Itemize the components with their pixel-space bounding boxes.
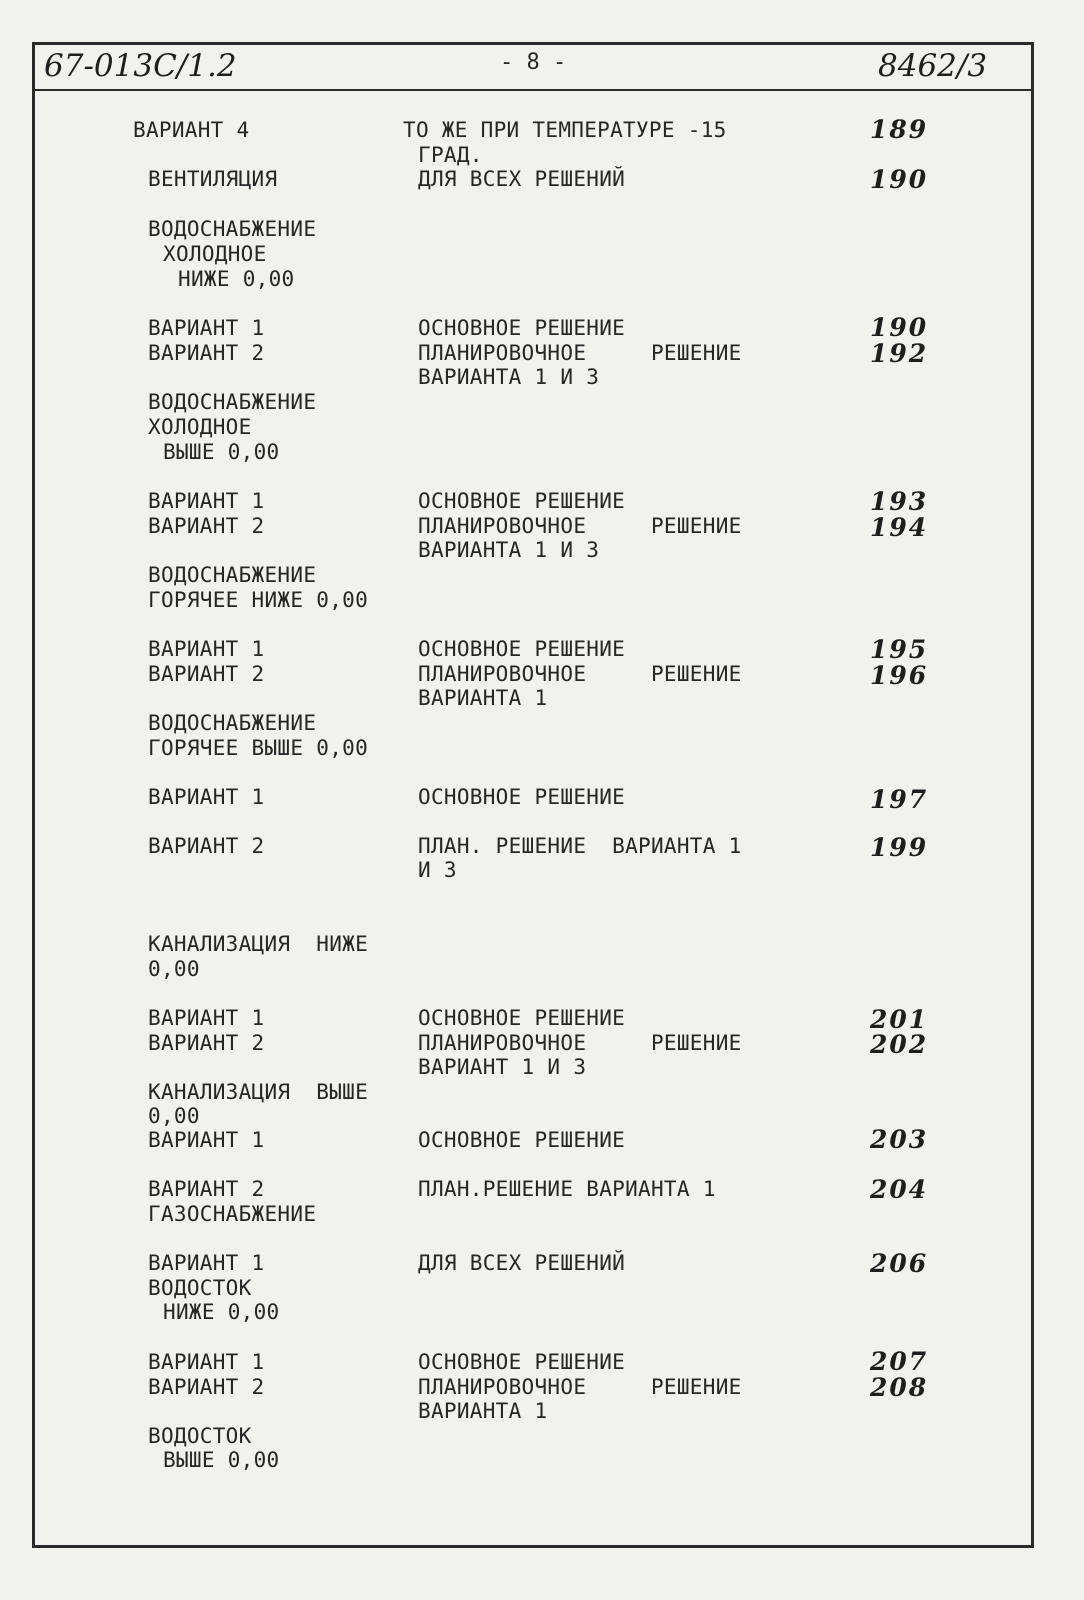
page-reference: 208 bbox=[870, 1373, 929, 1402]
entry-text: КАНАЛИЗАЦИЯ ВЫШЕ bbox=[148, 1080, 369, 1104]
header-divider bbox=[32, 89, 1034, 91]
entry-text: ВОДОСНАБЖЕНИЕ bbox=[148, 563, 317, 587]
page-reference: 196 bbox=[870, 661, 929, 690]
entry-text: ВОДОСНАБЖЕНИЕ bbox=[148, 390, 317, 414]
entry-text: ВАРИАНТА 1 bbox=[418, 686, 548, 710]
entry-text: ВАРИАНТА 1 И 3 bbox=[418, 365, 600, 389]
page-reference: 203 bbox=[870, 1125, 929, 1154]
entry-text: ОСНОВНОЕ РЕШЕНИЕ bbox=[418, 1128, 626, 1152]
page-reference: 204 bbox=[870, 1175, 929, 1204]
entry-text: ХОЛОДНОЕ bbox=[163, 242, 267, 266]
entry-text: ВАРИАНТ 1 bbox=[148, 489, 265, 513]
entry-text: ПЛАНИРОВОЧНОЕ РЕШЕНИЕ bbox=[418, 662, 742, 686]
entry-text: ВАРИАНТ 1 bbox=[148, 785, 265, 809]
entry-text: ВАРИАНТ 2 bbox=[148, 1375, 265, 1399]
entry-text: ВАРИАНТ 4 bbox=[133, 118, 250, 142]
entry-text: ВАРИАНТ 1 bbox=[148, 1128, 265, 1152]
entry-text: КАНАЛИЗАЦИЯ НИЖЕ bbox=[148, 932, 369, 956]
page-reference: 192 bbox=[870, 339, 929, 368]
page-reference: 194 bbox=[870, 513, 929, 542]
entry-text: 0,00 bbox=[148, 1104, 200, 1128]
entry-text: НИЖЕ 0,00 bbox=[178, 267, 295, 291]
entry-text: ОСНОВНОЕ РЕШЕНИЕ bbox=[418, 1350, 626, 1374]
entry-text: ВАРИАНТ 2 bbox=[148, 1177, 265, 1201]
entry-text: ВАРИАНТ 1 bbox=[148, 316, 265, 340]
entry-text: ОСНОВНОЕ РЕШЕНИЕ bbox=[418, 785, 626, 809]
page-reference: 199 bbox=[870, 833, 929, 862]
entry-text: ВАРИАНТ 2 bbox=[148, 514, 265, 538]
entry-text: ГОРЯЧЕЕ ВЫШЕ 0,00 bbox=[148, 736, 369, 760]
entry-text: ВОДОСТОК bbox=[148, 1424, 252, 1448]
entry-text: ДЛЯ ВСЕХ РЕШЕНИЙ bbox=[418, 1251, 626, 1275]
entry-text: ГРАД. bbox=[418, 143, 483, 167]
entry-text: ГАЗОСНАБЖЕНИЕ bbox=[148, 1202, 317, 1226]
entry-text: ВЫШЕ 0,00 bbox=[163, 440, 280, 464]
entry-text: 0,00 bbox=[148, 957, 200, 981]
entry-text: ДЛЯ ВСЕХ РЕШЕНИЙ bbox=[418, 167, 626, 191]
entry-text: ВАРИАНТ 1 И 3 bbox=[418, 1055, 587, 1079]
entry-text: ВАРИАНТ 1 bbox=[148, 1350, 265, 1374]
entry-text: ВОДОСНАБЖЕНИЕ bbox=[148, 711, 317, 735]
page-reference: 189 bbox=[870, 115, 929, 144]
entry-text: ПЛАНИРОВОЧНОЕ РЕШЕНИЕ bbox=[418, 514, 742, 538]
entry-text: ОСНОВНОЕ РЕШЕНИЕ bbox=[418, 489, 626, 513]
entry-text: ВАРИАНТ 2 bbox=[148, 662, 265, 686]
entry-text: ВАРИАНТ 1 bbox=[148, 637, 265, 661]
entry-text: ВАРИАНТА 1 bbox=[418, 1399, 548, 1423]
entry-text: ОСНОВНОЕ РЕШЕНИЕ bbox=[418, 1006, 626, 1030]
page-reference: 197 bbox=[870, 785, 929, 814]
page-reference: 195 bbox=[870, 635, 929, 664]
page-reference: 206 bbox=[870, 1249, 929, 1278]
entry-text: ВЫШЕ 0,00 bbox=[163, 1448, 280, 1472]
entry-text: ОСНОВНОЕ РЕШЕНИЕ bbox=[418, 637, 626, 661]
entry-text: ВАРИАНТ 1 bbox=[148, 1006, 265, 1030]
page-reference: 190 bbox=[870, 313, 929, 342]
entry-text: ТО ЖЕ ПРИ ТЕМПЕРАТУРЕ -15 bbox=[403, 118, 727, 142]
page-reference: 202 bbox=[870, 1030, 929, 1059]
page-reference: 190 bbox=[870, 165, 929, 194]
entry-text: ПЛАНИРОВОЧНОЕ РЕШЕНИЕ bbox=[418, 1375, 742, 1399]
entry-text: ПЛАНИРОВОЧНОЕ РЕШЕНИЕ bbox=[418, 341, 742, 365]
page-reference: 201 bbox=[870, 1005, 929, 1034]
doc-code: 67-013C/1.2 bbox=[44, 48, 237, 84]
entry-text: ПЛАН.РЕШЕНИЕ ВАРИАНТА 1 bbox=[418, 1177, 716, 1201]
sheet-number: 8462/3 bbox=[878, 48, 988, 84]
entry-text: ГОРЯЧЕЕ НИЖЕ 0,00 bbox=[148, 588, 369, 612]
entry-text: НИЖЕ 0,00 bbox=[163, 1300, 280, 1324]
entry-text: ВАРИАНТА 1 И 3 bbox=[418, 538, 600, 562]
entry-text: ВАРИАНТ 2 bbox=[148, 1031, 265, 1055]
entry-text: ВАРИАНТ 2 bbox=[148, 341, 265, 365]
page-reference: 207 bbox=[870, 1347, 929, 1376]
entry-text: ВОДОСТОК bbox=[148, 1276, 252, 1300]
entry-text: ВОДОСНАБЖЕНИЕ bbox=[148, 217, 317, 241]
entry-text: ВАРИАНТ 1 bbox=[148, 1251, 265, 1275]
page-number: - 8 - bbox=[500, 50, 567, 75]
entry-text: ПЛАНИРОВОЧНОЕ РЕШЕНИЕ bbox=[418, 1031, 742, 1055]
entry-text: ВАРИАНТ 2 bbox=[148, 834, 265, 858]
entry-text: ВЕНТИЛЯЦИЯ bbox=[148, 167, 278, 191]
entry-text: И 3 bbox=[418, 858, 457, 882]
page-reference: 193 bbox=[870, 487, 929, 516]
entry-text: ХОЛОДНОЕ bbox=[148, 415, 252, 439]
entry-text: ПЛАН. РЕШЕНИЕ ВАРИАНТА 1 bbox=[418, 834, 742, 858]
entry-text: ОСНОВНОЕ РЕШЕНИЕ bbox=[418, 316, 626, 340]
